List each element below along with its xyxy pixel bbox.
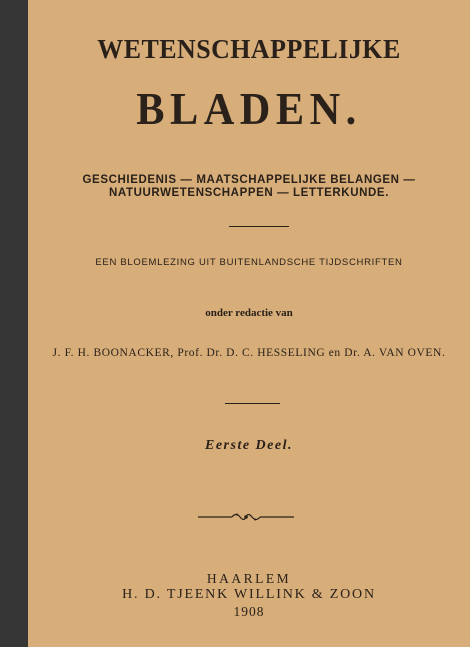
editorship-intro: onder redactie van [205,307,293,319]
divider-rule-top [229,226,289,227]
imprint-city: HAARLEM [206,571,292,586]
editors-line: J. F. H. BOONACKER, Prof. Dr. D. C. HESSELING en Dr. A. VAN OVEN. [52,347,446,359]
ornament-divider [198,511,294,523]
title-line-2: BLADEN. [136,83,362,134]
imprint-publisher: H. D. TJEENK WILLINK & ZOON [122,587,376,602]
subtitle-line-1: GESCHIEDENIS — MAATSCHAPPELIJKE BELANGEN — [82,174,416,186]
imprint-year: 1908 [233,604,265,619]
collection-note: EEN BLOEMLEZING UIT BUITENLANDSCHE TIJDSCHRIFTEN [95,257,403,268]
book-spine [0,0,28,647]
subtitle-line-2: NATUURWETENSCHAPPEN — LETTERKUNDE. [108,187,389,199]
title-page [28,0,470,647]
divider-rule-middle [225,403,280,404]
title-line-1: WETENSCHAPPELIJKE [97,34,401,64]
volume-label: Eerste Deel. [205,438,293,453]
